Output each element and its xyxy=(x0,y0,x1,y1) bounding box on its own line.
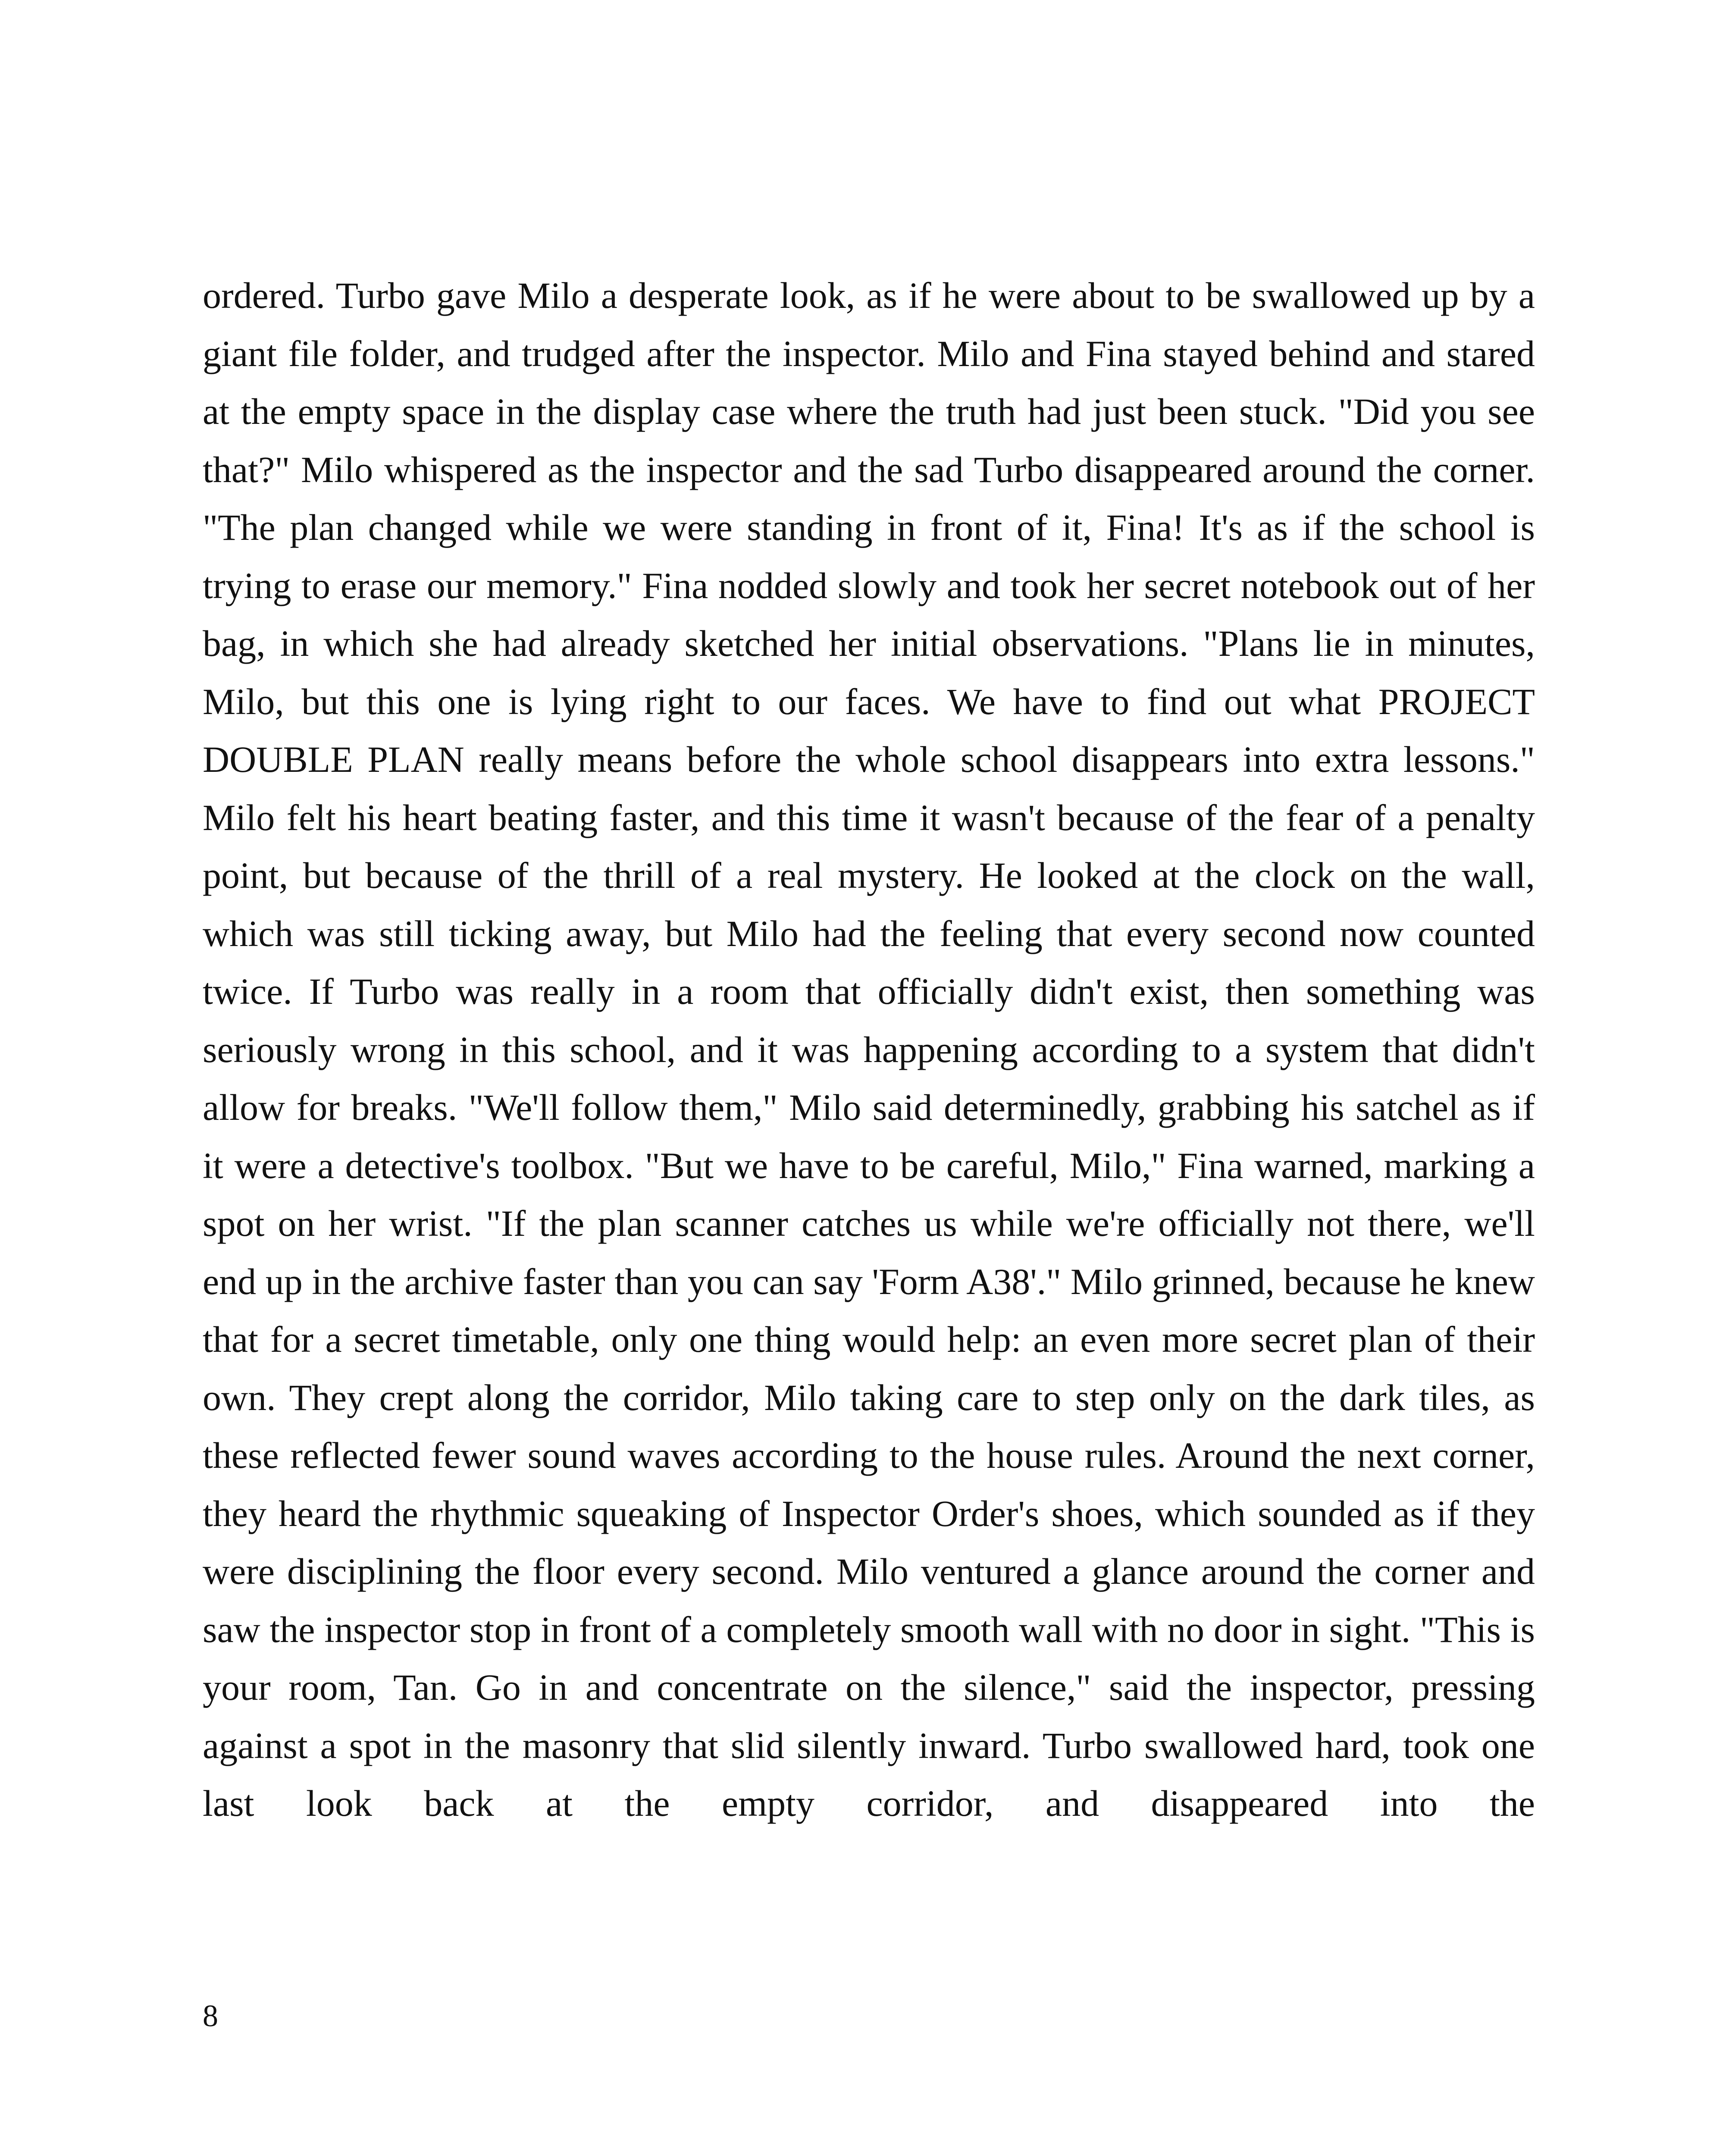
body-paragraph: ordered. Turbo gave Milo a desperate look, as if he were about to be swallowed up by a giant file folder, and trudged after the inspector. Milo and Fina stayed behind and stared at the empty space in the display case where the truth had just been stuck. "Did you see that?" Milo whispered as the inspector and the sad Turbo disappeared around the corner. "The plan changed while we were standing in front of it, Fina! It's as if the school is trying to erase our memory." Fina nodded slowly and took her secret notebook out of her bag, in which she had already sketched her initial observations. "Plans lie in minutes, Milo, but this one is lying right to our faces. We have to find out what PROJECT DOUBLE PLAN really means before the whole school disappears into extra lessons." Milo felt his heart beating faster, and this time it wasn't because of the fear of a penalty point, but because of the thrill of a real mystery. He looked at the clock on the wall, which was still ticking away, but Milo had the feeling that every second now counted twice. If Turbo was really in a room that officially didn't exist, then something was seriously wrong in this school, and it was happening according to a system that didn't allow for breaks. "We'll follow them," Milo said determinedly, grabbing his satchel as if it were a detective's toolbox. "But we have to be careful, Milo," Fina warned, marking a spot on her wrist. "If the plan scanner catches us while we're officially not there, we'll end up in the archive faster than you can say 'Form A38'." Milo grinned, because he knew that for a secret timetable, only one thing would help: an even more secret plan of their own. They crept along the corridor, Milo taking care to step only on the dark tiles, as these reflected fewer sound waves according to the house rules. Around the next corner, they heard the rhythmic squeaking of Inspector Order's shoes, which sounded as if they were disciplining the floor every second. Milo ventured a glance around the corner and saw the inspector stop in front of a completely smooth wall with no door in sight. "This is your room, Tan. Go in and concentrate on the silence," said the inspector, pressing against a spot in the masonry that slid silently inward. Turbo swallowed hard, took one last look back at the empty corridor, and disappeared into the xyxy=(203,275,1535,1824)
page-number: 8 xyxy=(203,1999,218,2033)
